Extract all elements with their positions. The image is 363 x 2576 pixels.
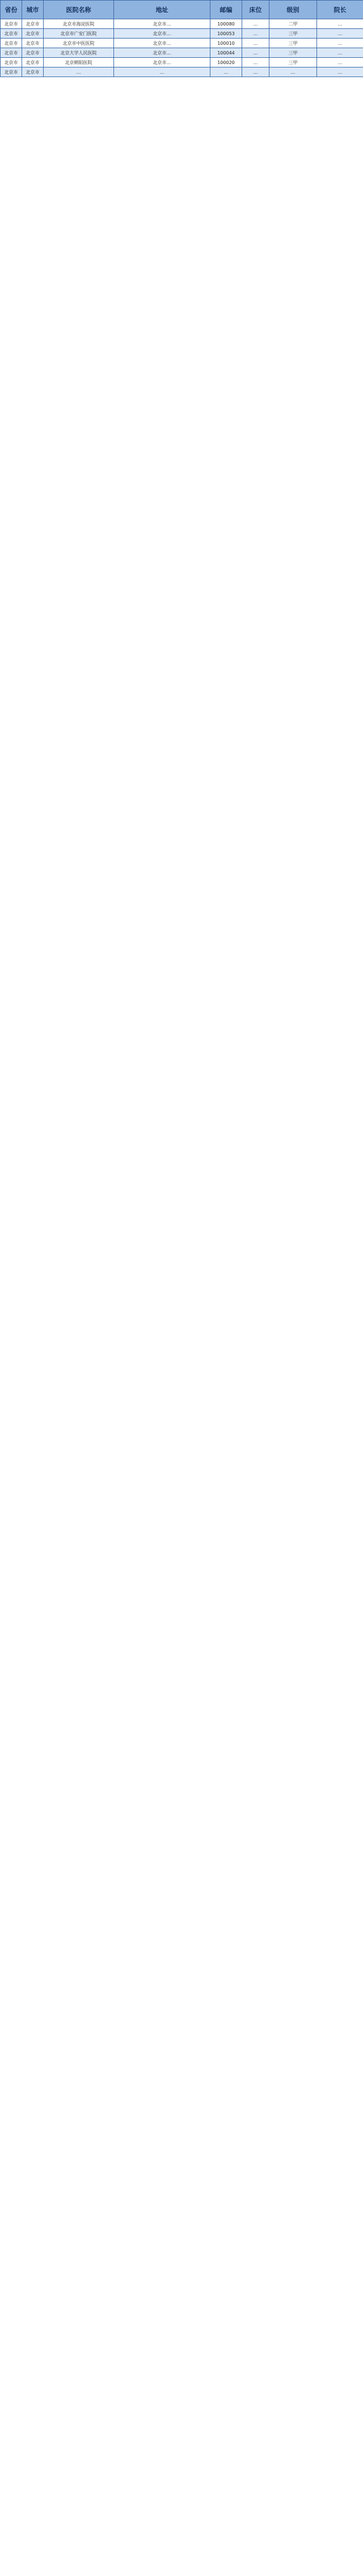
header-hospital-name: 医院名称 — [44, 1, 114, 19]
cell-city: 北京市 — [22, 67, 44, 77]
cell-city: 北京市 — [22, 39, 44, 48]
cell-hospital-name: 北京朝阳医院 — [44, 58, 114, 67]
cell-postcode: 100010 — [210, 39, 242, 48]
cell-postcode: 100080 — [210, 19, 242, 29]
table-row — [1, 19, 363, 29]
cell-hospital-name: … — [44, 67, 114, 77]
header-address: 地址 — [114, 1, 210, 19]
cell-beds: … — [242, 48, 269, 58]
hospital-list-document — [0, 0, 363, 77]
table-row — [1, 39, 363, 48]
table-row — [1, 48, 363, 58]
cell-city: 北京市 — [22, 19, 44, 29]
cell-director: … — [317, 39, 363, 48]
cell-director: … — [317, 48, 363, 58]
cell-postcode: … — [210, 67, 242, 77]
cell-city: 北京市 — [22, 48, 44, 58]
cell-address: 北京市… — [114, 48, 210, 58]
cell-beds: … — [242, 58, 269, 67]
cell-city: 北京市 — [22, 29, 44, 39]
cell-address: 北京市… — [114, 19, 210, 29]
cell-province: 北京市 — [1, 67, 22, 77]
table-body — [1, 19, 363, 77]
cell-beds: … — [242, 67, 269, 77]
table-header-row — [1, 1, 363, 19]
cell-address: … — [114, 67, 210, 77]
cell-hospital-name: 北京市广安门医院 — [44, 29, 114, 39]
cell-director: … — [317, 29, 363, 39]
cell-director: … — [317, 58, 363, 67]
cell-beds: … — [242, 29, 269, 39]
cell-level: 三甲 — [269, 39, 317, 48]
cell-level: … — [269, 67, 317, 77]
cell-province: 北京市 — [1, 29, 22, 39]
cell-postcode: 100053 — [210, 29, 242, 39]
cell-level: 三甲 — [269, 48, 317, 58]
cell-level: 三甲 — [269, 29, 317, 39]
table-row — [1, 58, 363, 67]
cell-province: 北京市 — [1, 58, 22, 67]
table-row — [1, 29, 363, 39]
cell-province: 北京市 — [1, 39, 22, 48]
cell-director: … — [317, 67, 363, 77]
header-province: 省份 — [1, 1, 22, 19]
cell-province: 北京市 — [1, 19, 22, 29]
cell-province: 北京市 — [1, 48, 22, 58]
cell-beds: … — [242, 19, 269, 29]
cell-address: 北京市… — [114, 29, 210, 39]
cell-city: 北京市 — [22, 58, 44, 67]
cell-director: … — [317, 19, 363, 29]
cell-level: 二甲 — [269, 19, 317, 29]
cell-postcode: 100044 — [210, 48, 242, 58]
hospital-table — [0, 0, 363, 77]
cell-address: 北京市… — [114, 58, 210, 67]
header-postcode: 邮编 — [210, 1, 242, 19]
cell-postcode: 100020 — [210, 58, 242, 67]
header-director: 院长 — [317, 1, 363, 19]
cell-hospital-name: 北京市中医医院 — [44, 39, 114, 48]
cell-address: 北京市… — [114, 39, 210, 48]
table-row — [1, 67, 363, 77]
cell-level: 三甲 — [269, 58, 317, 67]
header-level: 级别 — [269, 1, 317, 19]
cell-hospital-name: 北京市海淀医院 — [44, 19, 114, 29]
cell-beds: … — [242, 39, 269, 48]
cell-hospital-name: 北京大学人民医院 — [44, 48, 114, 58]
header-beds: 床位 — [242, 1, 269, 19]
header-city: 城市 — [22, 1, 44, 19]
